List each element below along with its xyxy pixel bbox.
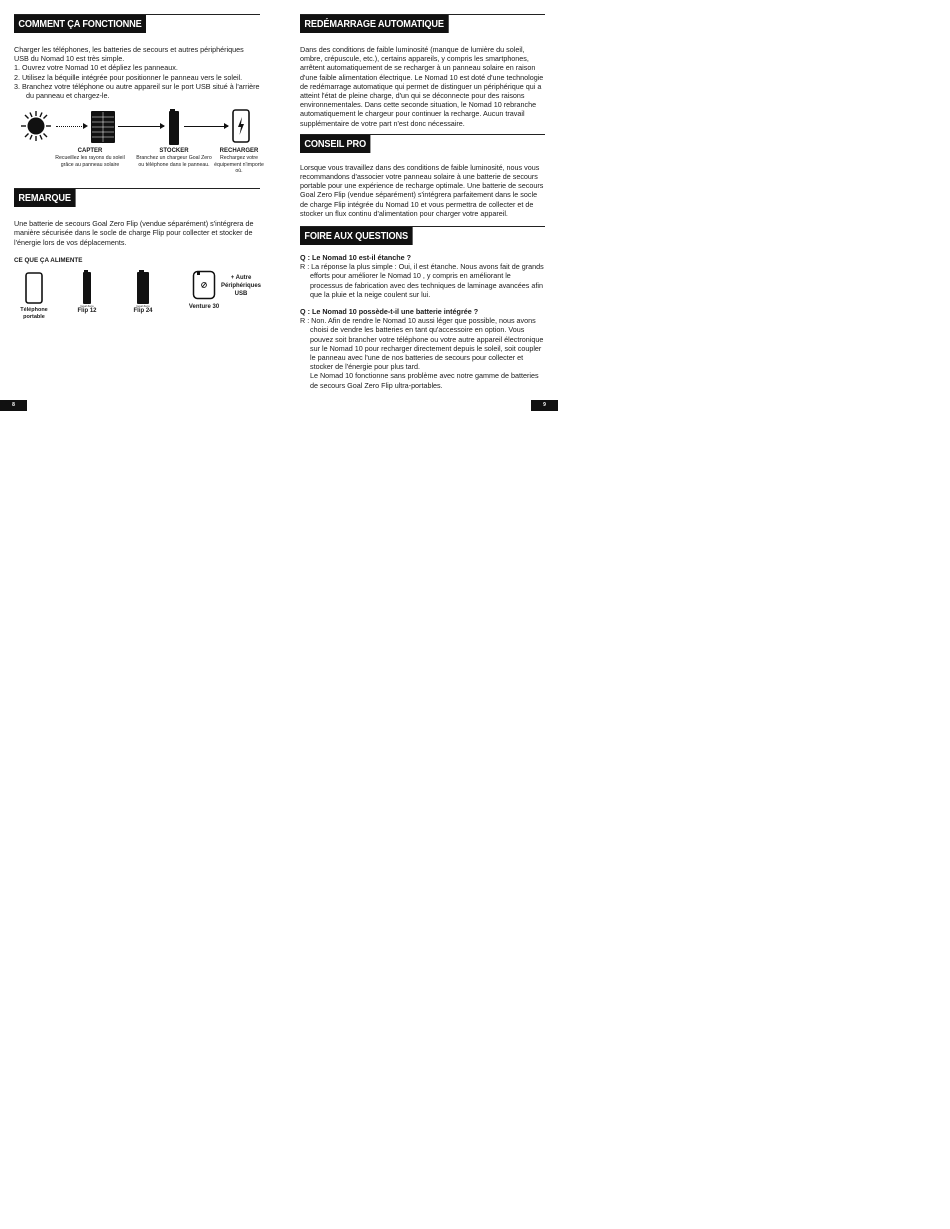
faq-answer-2: R : Non. Afin de rendre le Nomad 10 aussi léger que possible, nous avons choisi de vendre les batteries en tant qu'accessoire en option. Vous pouvez soit brancher votre téléphone ou votre autre appareil électronique sur le Nomad 10 pour recharger directement depuis le soleil, soit coupler le panneau avec l'une de nos batteries de secours pour collecter et stocker de l'énergie pour plus tard. [300,316,544,372]
faq-question-1: Q : Le Nomad 10 est-il étanche ? [300,253,412,263]
remarque-heading-row [14,188,260,209]
solar-panel-icon [90,110,116,144]
charging-phone-icon [232,109,250,143]
page-number-right: 9 [531,400,558,411]
faq-answer-1: R : La réponse la plus simple : Oui, il est étanche. Nous avons fait de grands efforts pour améliorer le Nomad 10 , y compris en améliorant le processus de fabrication avec des techniques de laminage avancées afin que la pluie et la neige coulent sur lui. [300,262,544,299]
battery-to-phone-arrow [184,126,228,127]
restart-heading: REDÉMARRAGE AUTOMATIQUE [300,15,448,33]
stocker-text: Branchez un chargeur Goal Zero ou téléphone dans le panneau. [136,155,212,168]
recharger-text: Rechargez votre équipement n'importe où. [214,155,264,174]
device-phone-label: Téléphone portable [20,306,48,320]
capter-title: CAPTER [77,148,103,155]
venture-battery-icon [192,270,216,300]
flip12-brand: Goal Zero [80,303,94,308]
flip12-label: Flip 12 [77,307,97,314]
how-it-works-intro: Charger les téléphones, les batteries de secours et autres périphériques USB du Nomad 10 est très simple. [14,45,244,64]
left-column [14,14,264,338]
panel-to-battery-arrow [118,126,164,127]
flip24-label: Flip 24 [133,307,153,314]
faq-heading-row [300,226,545,247]
flip24-battery-icon [136,270,150,304]
capter-label [54,148,126,168]
tip-text: Lorsque vous travaillez dans des conditions de faible luminosité, nous vous recommandons d'associer votre panneau solaire à une batterie de secours portable pour une expérience de recharge optimale. Une batterie de secours Goal Zero Flip (vendue séparément) s'intégrera parfaitement dans le socle de charge Flip intégrée du Nomad 10 et vous permettra de collecter et de stocker un flux continu d'alimentation pour charger votre appareil. [300,162,544,218]
capter-text: Recueillez les rayons du soleil grâce au panneau solaire [55,155,125,168]
flip12-battery-icon [82,270,92,304]
how-it-works-steps [14,63,260,100]
how-it-works-diagram [14,106,264,186]
how-it-works-heading: COMMENT ÇA FONCTIONNE [14,15,146,33]
device-phone [14,272,54,321]
stocker-label [136,148,212,168]
devices-row [14,268,260,338]
right-column [300,14,545,390]
restart-heading-row [300,14,545,35]
step-3: 3. Branchez votre téléphone ou autre appareil sur le port USB situé à l'arrière du panneau et chargez-le. [14,81,260,101]
recharger-label [214,148,264,174]
device-other-label: + Autre Périphériques USB [220,274,261,297]
tip-heading: CONSEIL PRO [300,135,370,153]
tip-heading-row [300,134,545,155]
flip24-brand: Goal Zero [136,303,150,308]
faq-heading: FOIRE AUX QUESTIONS [300,227,412,245]
page-number-left: 8 [0,400,27,411]
restart-text: Dans des conditions de faible luminosité (manque de lumière du soleil, ombre, crépuscule, etc.), certains appareils, y compris les smartphones, arrêtent automatiquement de se recharger à un panneau solaire en raison d'une faible alimentation électrique. Le Nomad 10 est doté d'une technologie de redémarrage automatique qui permet de distinguer un périphérique qui a atteint l'état de pleine charge, d'un qui se déconnecte pour des raisons environnementales. Dans cette seconde situation, le Nomad 10 rebranche automatiquement le chargeur pour continuer la recharge. Aucun travail supplémentaire de votre part n'est donc nécessaire. [300,45,544,128]
stocker-title: STOCKER [159,148,189,155]
faq-question-2: Q : Le Nomad 10 possède-t-il une batterie intégrée ? [300,307,479,317]
phone-icon [25,272,43,304]
device-other-usb [216,274,266,298]
sun-icon [20,110,52,142]
recharger-title: RECHARGER [219,148,259,155]
device-flip24 [126,270,160,315]
battery-icon [168,109,180,145]
remarque-text: Une batterie de secours Goal Zero Flip (vendue séparément) s'intégrera de manière sécurisée dans le socle de charge Flip pour collecter et stocker de l'énergie lors de vos déplacements. [14,219,254,247]
faq-answer-2-continued: Le Nomad 10 fonctionne sans problème avec notre gamme de batteries de secours Goal Zero Flip ultra-portables. [310,371,539,390]
sun-to-panel-arrow [56,126,86,127]
device-flip12 [70,270,104,315]
how-it-works-heading-row [14,14,260,35]
step-2: 2. Utilisez la béquille intégrée pour positionner le panneau vers le soleil. [14,72,243,82]
device-venture-label: Venture 30 [188,303,220,310]
power-title: CE QUE ÇA ALIMENTE [14,256,83,264]
remarque-heading: REMARQUE [14,189,75,207]
step-1: 1. Ouvrez votre Nomad 10 et dépliez les panneaux. [14,63,178,73]
